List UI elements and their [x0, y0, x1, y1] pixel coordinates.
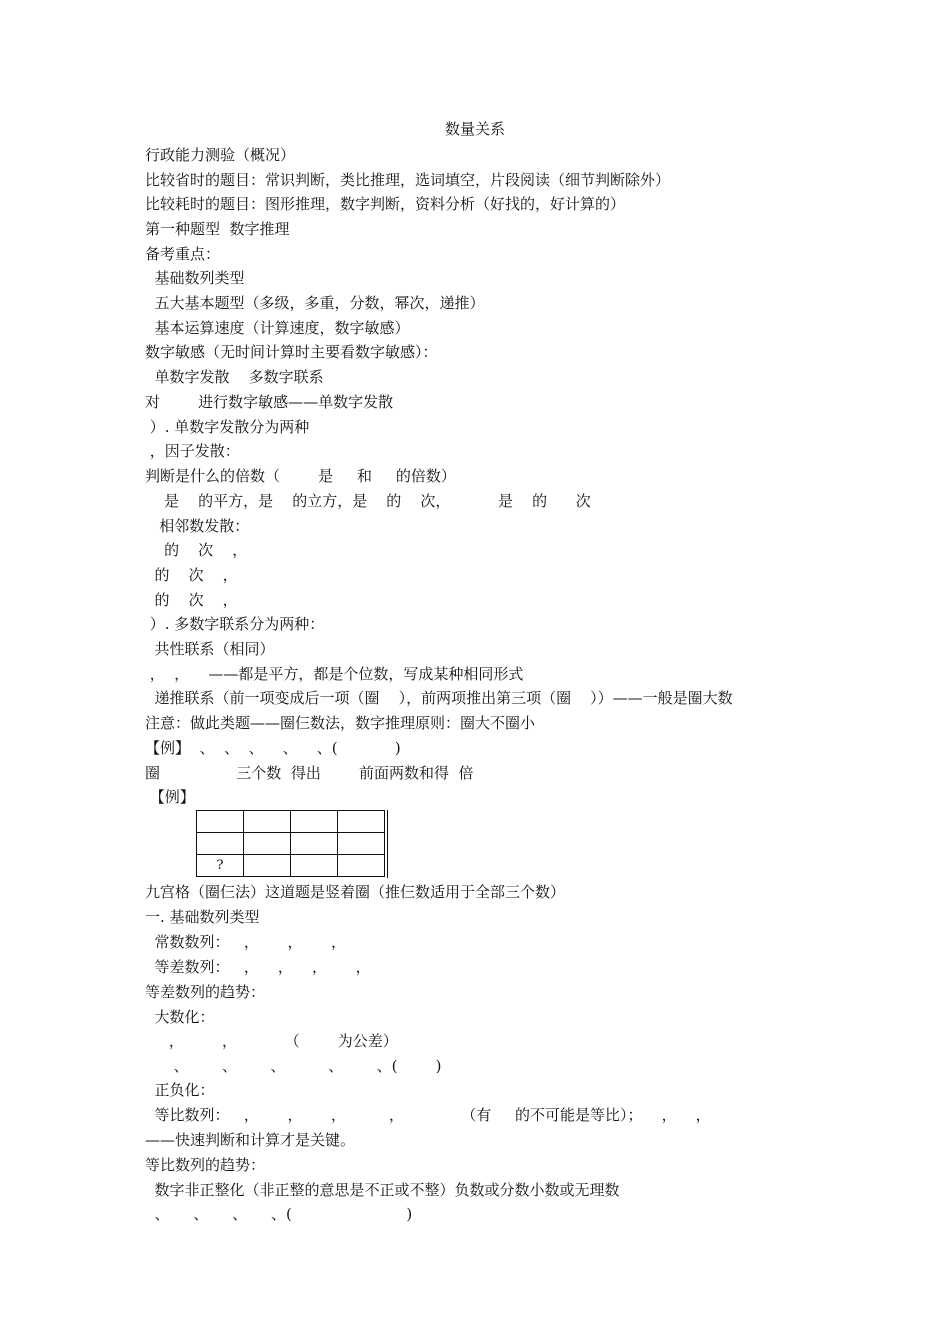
text-line: 【例】 、 、 、 、 、( ) — [145, 739, 401, 757]
table-cell — [244, 811, 291, 833]
table-cell — [338, 855, 385, 877]
text-line: ）. 单数字发散分为两种 — [145, 418, 310, 436]
table-cell — [291, 811, 338, 833]
table-cell — [291, 855, 338, 877]
text-line: 共性联系（相同） — [145, 640, 275, 658]
text-line: 基本运算速度（计算速度，数字敏感） — [145, 319, 410, 337]
text-line: 单数字发散 多数字联系 — [145, 368, 324, 386]
text-line: 注意：做此类题——圈仨数法，数字推理原则：圈大不圈小 — [145, 714, 536, 732]
text-line: ，因子发散： — [145, 442, 240, 460]
text-line: 相邻数发散： — [145, 517, 250, 535]
text-line: ， ， （ 为公差） — [145, 1032, 398, 1050]
text-line: 备考重点： — [145, 245, 221, 263]
text-line: 正负化： — [145, 1081, 215, 1099]
table-cell: ? — [197, 855, 244, 877]
text-line: 的 次 ， — [145, 566, 238, 584]
document-title: 数量关系 — [444, 120, 505, 138]
text-line: 数字敏感（无时间计算时主要看数字敏感）： — [145, 343, 438, 361]
text-line: 的 次 ， — [145, 591, 238, 609]
table-cell — [291, 833, 338, 855]
text-line: 等差数列： ， ， ， ， — [145, 958, 371, 976]
table-cell — [338, 833, 385, 855]
text-line: 圈 三个数 得出 前面两数和得 倍 — [145, 764, 474, 782]
text-line: 对 进行数字敏感——单数字发散 — [145, 393, 394, 411]
text-line: 基础数列类型 — [145, 269, 245, 287]
table-cell — [197, 833, 244, 855]
text-line: 第一种题型 数字推理 — [145, 220, 290, 238]
nine-grid-table — [196, 810, 385, 877]
text-line: 判断是什么的倍数（ 是 和 的倍数） — [145, 467, 456, 485]
text-line: 一. 基础数列类型 — [145, 908, 260, 926]
text-line: ， ， ——都是平方，都是个位数，写成某种相同形式 — [145, 665, 524, 683]
text-line: 【例】 — [145, 788, 195, 806]
text-line: ）. 多数字联系分为两种： — [145, 615, 325, 633]
text-line: 常数数列： ， ， ， — [145, 933, 347, 951]
text-line: 行政能力测验（概况） — [145, 146, 296, 164]
text-line: ——快速判断和计算才是关键。 — [145, 1131, 356, 1149]
table-cell — [197, 811, 244, 833]
table-cell — [244, 833, 291, 855]
text-line: 五大基本题型（多级，多重，分数，幂次，递推） — [145, 294, 485, 312]
text-line: 数字非正整化（非正整的意思是不正或不整）负数或分数小数或无理数 — [145, 1181, 620, 1199]
text-line: 、 、 、 、 、( ) — [145, 1057, 442, 1075]
table-cell — [244, 855, 291, 877]
text-line: 比较耗时的题目：图形推理，数字判断，资料分析（好找的，好计算的） — [145, 195, 626, 213]
text-line: 、 、 、 、( ) — [145, 1205, 413, 1223]
text-line: 的 次 ， — [145, 541, 248, 559]
table-right-rule — [387, 810, 388, 878]
table-row — [197, 833, 385, 855]
text-line: 等比数列： ， ， ， ， （有 的不可能是等比）； ， ， — [145, 1106, 711, 1124]
text-line: 等差数列的趋势： — [145, 983, 266, 1001]
text-line: 大数化： — [145, 1008, 215, 1026]
text-line: 是 的平方，是 的立方，是 的 次， 是 的 次 — [145, 492, 591, 510]
table-row — [197, 855, 385, 877]
table-row — [197, 811, 385, 833]
table-cell — [338, 811, 385, 833]
text-line: 递推联系（前一项变成后一项（圈 ），前两项推出第三项（圈 ））——一般是圈大数 — [145, 689, 733, 707]
text-line: 等比数列的趋势： — [145, 1156, 266, 1174]
text-line: 比较省时的题目：常识判断，类比推理，选词填空，片段阅读（细节判断除外） — [145, 171, 671, 189]
text-line: 九宫格（圈仨法）这道题是竖着圈（推仨数适用于全部三个数） — [145, 883, 566, 901]
